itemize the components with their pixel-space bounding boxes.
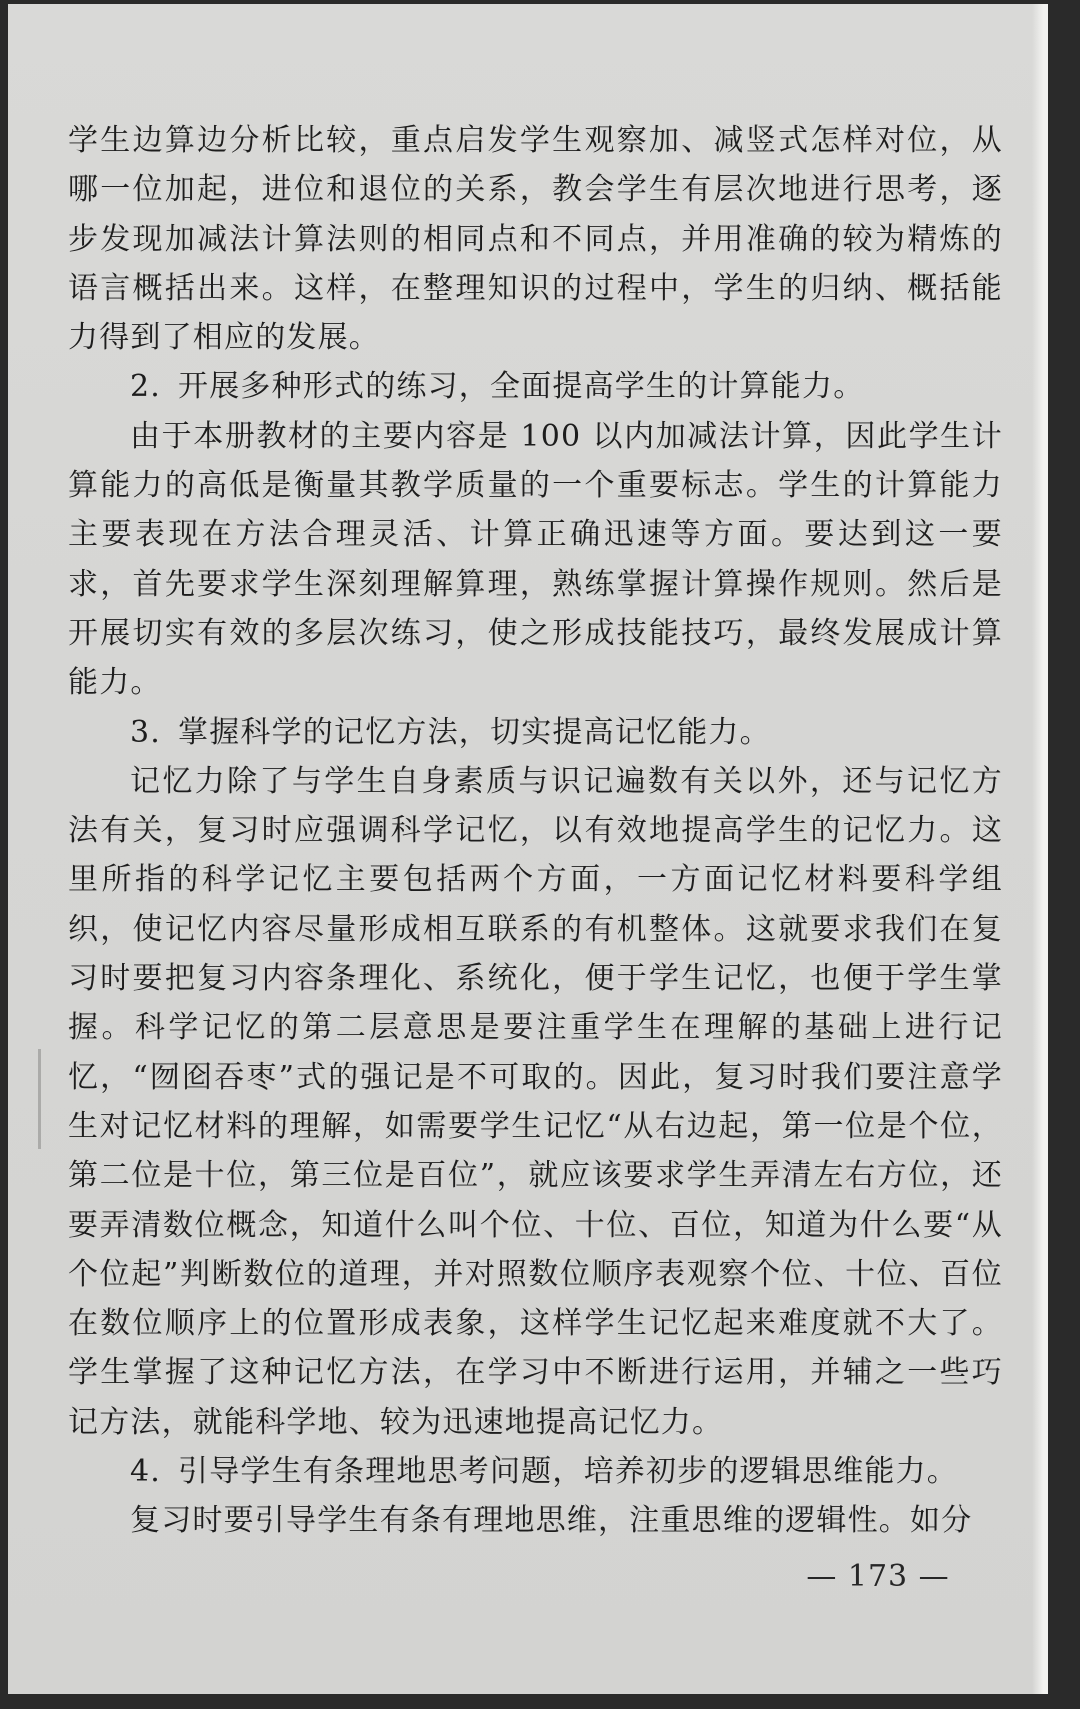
section-body-4: 复习时要引导学生有条有理地思维，注重思维的逻辑性。如分 (130, 1503, 973, 1539)
section-body-3: 记忆力除了与学生自身素质与识记遍数有关以外，还与记忆方法有关，复习时应强调科学记忆，以有效地提高学生的记忆力。这里所指的科学记忆主要包括两个方面，一方面记忆材料要科学组织，使记忆内容尽量形成相互联系的有机整体。这就要求我们在复习时要把复习内容条理化、系统化，便于学生记忆，也便于学生掌握。科学记忆的第二层意思是要注重学生在理解的基础上进行记忆，“囫囵吞枣”式的强记是不可取的。因此，复习时我们要注意学生对记忆材料的理解，如需要学生记忆“从右边起，第一位是个位，第二位是十位，第三位是百位”，就应该要求学生弄清左右方位，还要弄清数位概念，知道什么叫个位、十位、百位，知道为什么要“从个位起”判断数位的道理，并对照数位顺序表观察个位、十位、百位在数位顺序上的位置形成表象，这样学生记忆起来难度就不大了。学生掌握了这种记忆方法，在学习中不断进行运用，并辅之一些巧记方法，就能科学地、较为迅速地提高记忆力。 (68, 763, 1003, 1440)
section-heading-text: 引导学生有条理地思考问题，培养初步的逻辑思维能力。 (178, 1454, 958, 1490)
section-body-2: 由于本册教材的主要内容是 100 以内加减法计算，因此学生计算能力的高低是衡量其教学质量的一个重要标志。学生的计算能力主要表现在方法合理灵活、计算正确迅速等方面。要达到这一要求，首先要求学生深刻理解算理，熟练掌握计算操作规则。然后是开展切实有效的多层次练习，使之形成技能技巧，最终发展成计算能力。 (68, 418, 1003, 701)
intro-paragraph: 学生边算边分析比较，重点启发学生观察加、减竖式怎样对位，从哪一位加起，进位和退位的关系，教会学生有层次地进行思考，逐步发现加减法计算法则的相同点和不同点，并用准确的较为精炼的语言概括出来。这样，在整理知识的过程中，学生的归纳、概括能力得到了相应的发展。 (68, 123, 1003, 356)
section-heading-2 (68, 362, 1003, 411)
section-heading-4 (68, 1447, 1003, 1496)
book-page (8, 4, 1048, 1694)
margin-pencil-mark (38, 1049, 41, 1149)
section-heading-text: 开展多种形式的练习，全面提高学生的计算能力。 (178, 369, 865, 405)
section-number: 3. (130, 714, 162, 750)
page-edge (1032, 4, 1048, 1694)
section-number: 4. (130, 1454, 162, 1490)
section-heading-text: 掌握科学的记忆方法，切实提高记忆能力。 (178, 714, 771, 750)
body-text (68, 116, 1003, 1546)
section-number: 2. (130, 369, 162, 405)
page-number: — 173 — (806, 1559, 950, 1594)
section-heading-3 (68, 708, 1003, 757)
